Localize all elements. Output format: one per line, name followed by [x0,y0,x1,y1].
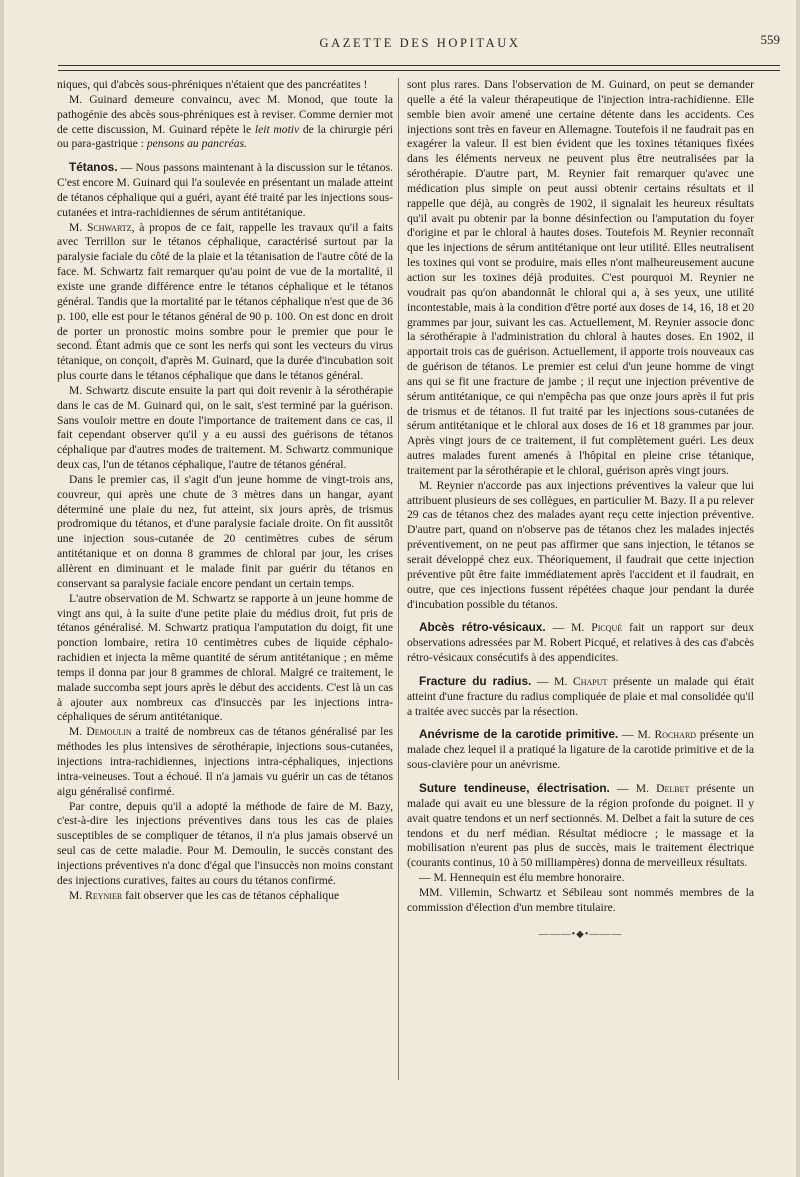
paragraph [57,93,393,152]
paragraph [57,725,393,799]
paragraph: MM. Villemin, Schwartz et Sébileau sont nommés membres de la commission d'élection d'un membre titulaire. [407,885,754,914]
author-name: Reynier [85,888,123,902]
section-heading: Fracture du radius. [419,673,532,688]
header-rule-thin [58,70,780,71]
italic-term: pensons au pancréas. [146,137,247,151]
text: fait un rapport sur deux observations adressées par M. Robert Picqué, et relatives à des cas d'abcès rétro-vésicaux consécutifs à des appendicites. [407,621,754,665]
text: a traité de nombreux cas de tétanos généralisé par les méthodes les plus intensives de sérothérapie, injections sous-cutanées, injections intra-rachidiennes, injections intra-céphaliques, injections intra-veineuses. Tout a échoué. Il n'a jamais vu guérir un cas de tétanos aigu généralisé confirmé. [57,725,393,798]
page-number: 559 [760,32,780,47]
text: , à propos de ce fait, rappelle les travaux qu'il a faits avec Terrillon sur le tétanos céphalique, caractérisé surtout par la paralysie faciale du côté de la plaie et la tétanisation de l'autre côté de la face. M. Schwartz fait remarquer qu'au point de vue de la mortalité, il existe une grande différence entre le tétanos céphalique et le tétanos général. Tandis que la mortalité par le tétanos céphalique n'est que de 36 p. 100, elle est pour le tétanos général de 90 p. 100. On est donc en droit de porter un pronostic moins sombre pour le premier que pour le second. Étant admis que ce sont les nerfs qui sont les vecteurs du virus tétanique, on conçoit, d'après M. Guinard, que la durée d'incubation soit plus courte dans le tétanos céphalique que dans le tétanos général. [57,220,393,383]
left-column [57,78,393,903]
paragraph: L'autre observation de M. Schwartz se rapporte à un jeune homme de vingt ans qui, à la suite d'une petite plaie du médius droit, fut pris de tétanos généralisé. M. Schwartz pratiqua l'amputation du doigt, fit une ponction lombaire, retira 10 centimètres cubes de liquide céphalo-rachidien et injecta la même quantité de sérum antitétanique ; en même temps il donna par jour 8 grammes de chloral. Malgré ce traitement, le malade succomba sept jours après le début des accidents. C'est là un cas à ajouter aux nombreux cas d'insuccès par les injections intra-céphaliques de sérum antitétanique. [57,591,393,724]
text: M. [69,888,86,902]
text: M. [69,725,87,739]
section-heading: Abcès rétro-vésicaux. [419,620,546,635]
author-name: Schwartz [86,220,132,234]
text: M. Guinard demeure convaincu, avec M. Monod, que toute la pathogénie des abcès sous-phréniques est à reviser. Comme dernier mot de cette discussion, M. Guinard répète le [57,92,393,136]
paragraph: niques, qui d'abcès sous-phréniques n'étaient que des pancréatites ! [57,78,368,91]
text: — Nous passons maintenant à la discussion sur le tétanos. C'est encore M. Guinard qui l'a soulevée en présentant un malade atteint de tétanos céphalique qui a guéri, ayant été traité par les injections sous-cutanées et intra-rachidiennes de sérum antitétanique. [57,161,393,219]
text: — M. [531,674,573,688]
text: présente un malade qui avait eu une blessure de la région profonde du poignet. Il y avait quatre tendons et un nerf sectionnés. M. Delbet a fait la suture de ces tendons et du nerf médian. Résultat médiocre ; le massage et la mobilisation n'eurent pas plus de succès, mais le traitement électrique (courants continus, 10 à 50 milliampères) donna de merveilleux résultats. [407,781,754,870]
end-ornament: ———•◆•——— [538,928,623,940]
column-divider [398,78,399,1080]
paragraph [57,889,393,904]
section-heading: Tétanos. [69,160,118,175]
text: présente un malade qui était atteint d'une fracture du radius compliquée de plaie et mal consolidée qu'il a traitée avec succès par la résection. [407,674,754,718]
text: — M. [545,621,592,635]
section-tetanos [57,160,393,220]
paragraph: Dans le premier cas, il s'agit d'un jeune homme de vingt-trois ans, couvreur, qui après une chute de 3 mètres dans un hangar, ayant déterminé une plaie du nez, fut atteint, six jours après, de trismus prodromique du tétanos, et d'une paralysie faciale droite. On fit aussitôt une injection sous-cutanée de 20 centimètres cubes de sérum antitétanique et on donna 8 grammes de chloral par jour, les crises allèrent en diminuant et le malade finit par guérir du tétanos en conservant sa paralysie faciale encore pendant un certain temps. [57,472,393,590]
text: — M. [609,781,657,795]
author-name: Demoulin [86,725,132,739]
author-name: Rochard [654,728,697,742]
text: M. [69,220,87,234]
paragraph [57,221,393,384]
page-header [60,32,780,60]
section-fracture [407,674,754,720]
text: présente un malade chez lequel il a pratiqué la ligature de la carotide primitive et de la sous-clavière pour un anévrisme. [407,728,754,772]
page-edge-left [0,0,4,1177]
section-anevrisme [407,727,754,773]
paragraph: Par contre, depuis qu'il a adopté la méthode de faire de M. Bazy, c'est-à-dire les injections préventives dans tous les cas de plaies susceptibles de se compliquer de tétanos, il n'a plus jamais observé un seul cas de cette maladie. Pour M. Demoulin, le succès constant des injections préventives n'a donc d'égal que l'insuccès non moins constant des injections curatives, faites au cours du tétanos confirmé. [57,799,393,887]
paragraph: — M. Hennequin est élu membre honoraire. [419,871,625,885]
text: de la chirurgie péri ou para-gastrique : [57,122,393,151]
journal-title: GAZETTE DES HOPITAUX [319,36,521,50]
section-suture [407,781,754,871]
paragraph: M. Reynier n'accorde pas aux injections préventives la valeur que lui attribuent plusieurs de ses collègues, en particulier M. Bazy. Il a pu relever 29 cas de tétanos chez des malades ayant reçu cette injection préventive. D'autre part, quand on n'observe pas de tétanos chez les malades injectés préventivement, on ne peut pas affirmer que sans injection, le tétanos se serait développé chez eux. Théoriquement, il faudrait que cette injection préventive pût être faite immédiatement après l'accident et il faudrait, en outre, que ces injections fussent répétées chaque jour pendant la durée d'incubation possible du tétanos. [407,478,754,611]
text: fait observer que les cas de tétanos céphalique [122,888,340,902]
italic-term: leit motiv [254,122,300,136]
section-heading: Suture tendineuse, électrisation. [419,780,610,795]
author-name: Chaput [573,674,608,688]
section-heading: Anévrisme de la carotide primitive. [419,727,619,742]
header-rule [58,65,780,66]
author-name: Picqué [591,621,623,635]
text: — M. [618,728,655,742]
paragraph: M. Schwartz discute ensuite la part qui doit revenir à la sérothérapie dans le cas de M. Guinard qui, on le sait, s'est terminé par la guérison. Sans vouloir mettre en doute l'importance de traitement dans ce cas, il fait cependant observer qu'il y a eu aussi des guérisons de tétanos céphalique par d'autres modes de traitement. M. Schwartz communique deux cas, l'un de tétanos céphalique, l'autre de tétanos général. [57,383,393,472]
page-edge-right [796,0,800,1177]
paragraph: sont plus rares. Dans l'observation de M. Guinard, on peut se demander quelle a été la valeur thérapeutique de l'injection intra-rachidienne. Elle semble bien avoir amené une certaine détente dans les accidents. Ces injections sont très en faveur en Allemagne. Toutefois il ne faudrait pas en exagérer la valeur. Il est bien évident que les toxines tétaniques fixées dans les éléments nerveux ne peuvent plus être neutralisées par la sérothérapie. D'autre part, M. Reynier fait remarquer qu'avec une médication plus simple on peut aussi obtenir certains résultats et il rappelle que déjà, au congrès de 1902, il signalait les heureux résultats qu'il avait pu obtenir par la bonne désinfection ou l'amputation du foyer d'origine et par le chloral à hautes doses. Toutefois M. Reynier reconnaît que les injections de sérum antitétanique ont leur utilité. Elles neutralisent les toxines qui vont se produire, mais elles n'ont malheureusement aucune action sur les toxines déjà produites. C'est pourquoi M. Reynier ne voudrait pas qu'on abandonnât le chloral qui a, à ses yeux, une utilité incontestable, mais à la condition d'être porté aux doses de 14, 16, 18 et 20 grammes par jour, suivant les cas. Actuellement, M. Reynier associe donc la sérothérapie à l'administration du chloral à hautes doses. En 1902, il apportait trois cas de guérison. Actuellement, il apporte trois nouveaux cas de guérison de tétanos. Le premier est celui d'un jeune homme de vingt ans qui se fit une fracture de jambe ; il reçut une injection préventive de sérum antitétanique, ce qui n'empêcha pas que onze jours après il fut pris de trismus et de tétanos. Il fut traité par les injections sous-cutanées de sérum antitétanique et le chloral aux doses de 16 et 18 grammes par jour. Après vingt jours de ce traitement, il fut complètement guéri. Les deux autres malades furent amenés à l'hôpital en pleine crise tétanique, traitement par la sérothérapie et le chloral, guérison après vingt jours. [407,78,754,477]
right-column [407,78,754,942]
section-abces [407,620,754,666]
author-name: Delbet [656,781,690,795]
